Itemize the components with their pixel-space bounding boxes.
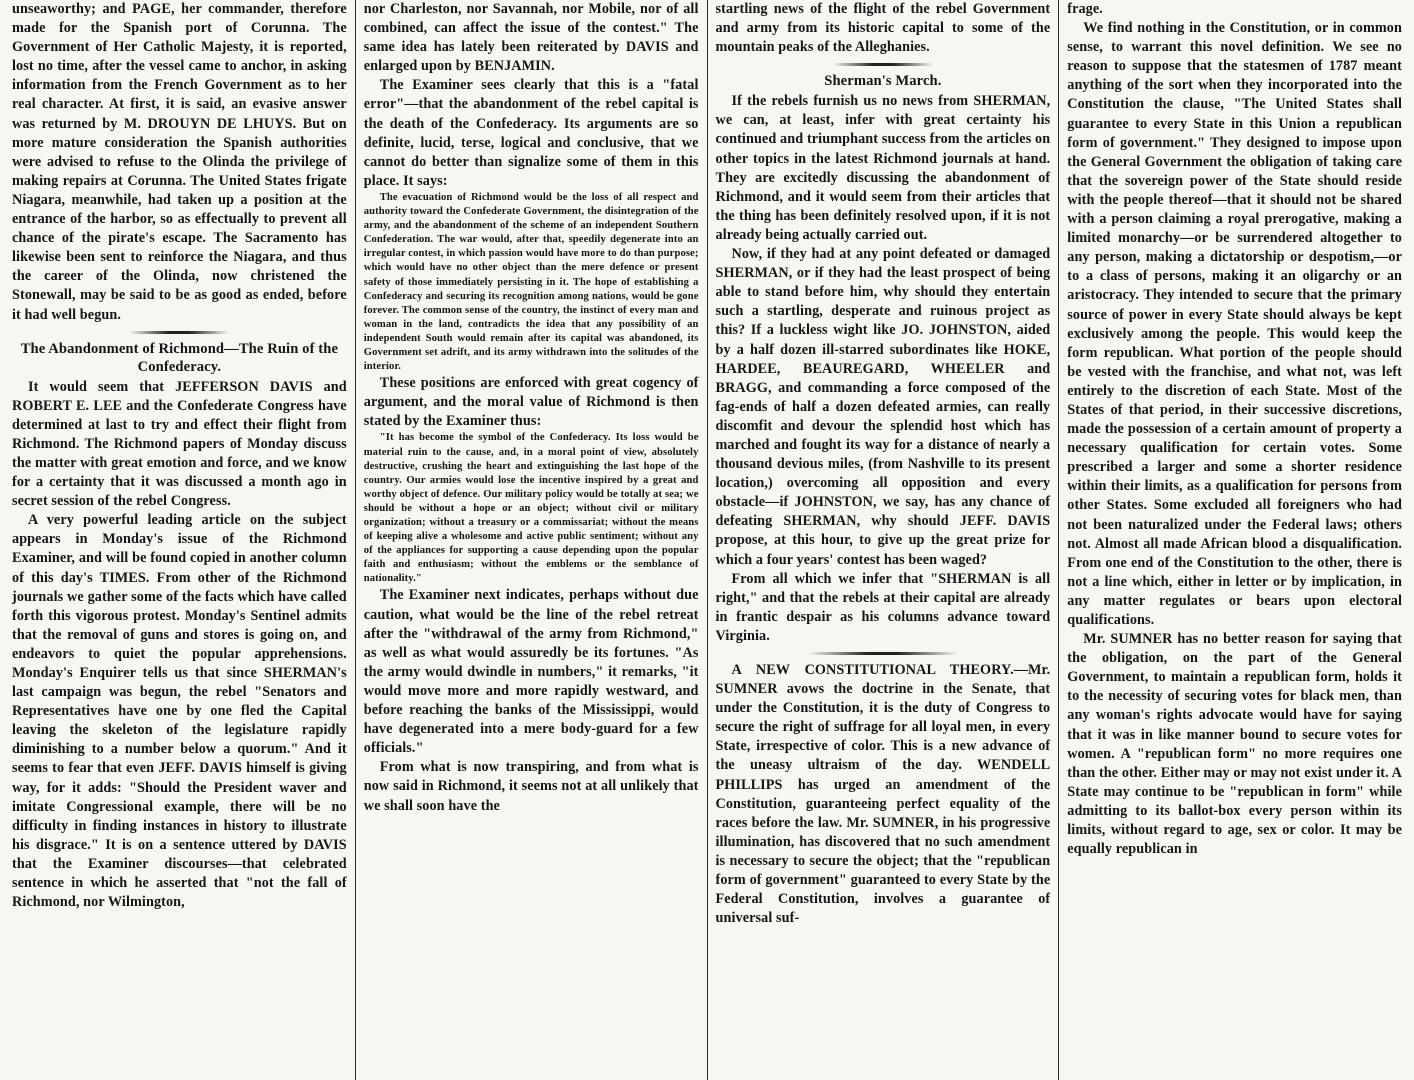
column-4 [1059,0,1410,1080]
section-divider [808,652,958,655]
article-paragraph: A NEW CONSTITUTIONAL THEORY.—Mr. SUMNER avows the doctrine in the Senate, that under the Constitution, it is the duty of Congress to secure the right of suffrage for all loyal men, in every State, irrespective of color. This is a new advance of the uneasy ultraism of the day. WENDELL PHILLIPS has urged an amendment of the Constitution, guaranteeing perfect equality of the races before the law. Mr. SUMNER, in his progressive illumination, has discovered that no such amendment is necessary to secure the object; that the "republican form of government" guaranteed to every State by the Federal Constitution, involves a guarantee of universal suf- [715,662,1051,927]
article-paragraph: These positions are enforced with great cogency of argument, and the moral value of Richmond is then stated by the Examiner thus: [363,375,699,430]
quoted-passage: The evacuation of Richmond would be the loss of all respect and authority toward the Confederate Government, the disintegration of the army, and the abandonment of the scheme of an independent Southern Confederation. The war would, after that, speedily degenerate into an irregular contest, in which passion would have more to do than purpose; which would have no other object than the mere defence or present safety of those immediately persisting in it. The hope of establishing a Confederacy and securing its recognition among nations, would be gone forever. The common sense of the country, the instinct of every man and woman in the land, contradicts the idea that any possibility of an independent South would remain after its capital was abandoned, its Government set adrift, and its army withdrawn into the solitudes of the interior. [363,191,699,373]
article-paragraph: The Examiner sees clearly that this is a "fatal error"—that the abandonment of the rebel capital is the death of the Confederacy. Its arguments are so definite, lucid, terse, logical and conclusive, that we cannot do better than signalize some of them in this place. It says: [363,77,699,189]
quoted-passage: "It has become the symbol of the Confederacy. Its loss would be material ruin to the cause, and, in a moral point of view, absolutely destructive, crushing the heart and extinguishing the last hope of the country. Our armies would lose the incentive inspired by a great and worthy object of defence. Our military policy would be totally at sea; we should be without a hope or an object; without civil or military organization; without a treasury or a commissariat; without the means of keeping alive a wholesome and active public sentiment; without any of the appliances for supporting a cause depending upon the popular faith and enthusiasm; without the emblems or the semblance of nationality." [363,432,699,585]
section-divider [833,63,933,66]
article-paragraph: Mr. SUMNER has no better reason for saying that the obligation, on the part of the General Government, to maintain a republican form, holds it to the necessity of securing votes for black men, than any woman's rights advocate would have for saying that it was in like manner bound to secure votes for women. A "republican form" no more requires one than the other. Either may or may not exist under it. A State may continue to be "republican in form" while admitting to its ballot-box every person within its limits, without regard to age, sex or color. It may be equally republican in [1067,631,1402,858]
article-headline: Sherman's March. [824,73,942,90]
column-2 [356,0,707,1080]
article-paragraph: If the rebels furnish us no news from SHERMAN, we can, at least, infer with great certainty his continued and triumphant success from the articles on other topics in the latest Richmond journals at hand. They are excitedly discussing the abandonment of Richmond, and it would seem from their articles that the thing has been definitely resolved upon, if it is not already being actually carried out. [715,93,1051,243]
article-paragraph: It would seem that JEFFERSON DAVIS and ROBERT E. LEE and the Confederate Congress have determined at last to try and effect their flight from Richmond. The Richmond papers of Monday discuss the matter with great emotion and force, and we know for a certainty that it was discussed a month ago in secret session of the rebel Congress. [12,378,347,510]
article-paragraph: We find nothing in the Constitution, or in common sense, to warrant this novel definition. We see no reason to suppose that the statesmen of 1787 meant anything of the sort when they incorporated into the Constitution the clause, "The United States shall guarantee to every State in this Union a republican form of government." They designed to impose upon the General Government the obligation of taking care that the sovereign power of the State should reside with the people thereof—that it should not be shared with a person claiming a royal prerogative, making a limited monarchy—or be surrendered altogether to any person, making a dictatorship or despotism,—or to a class of persons, making it an oligarchy or an aristocracy. They intended to secure that the primary source of power in every State should always be kept exclusively among the people. This would keep the form republican. What portion of the people should be vested with the franchise, and what not, was left entirely to the discretion of each State. Most of the States of that period, in their successive discretions, made the possession of a certain amount of property a necessary qualification for certain votes. Some prescribed a larger and some a shorter residence within their limits, as a qualification for persons from other States. Some excluded all foreigners who had not been naturalized under the Federal laws; others not. Almost all made African blood a disqualification. From one end of the Constitution to the other, there is not a line which, either in letter or by implication, in any matter regulates or bears upon electoral qualifications. [1067,20,1402,628]
article-paragraph: A very powerful leading article on the subject appears in Monday's issue of the Richmond Examiner, and will be found copied in another column of this day's TIMES. From other of the Richmond journals we gather some of the facts which have called forth this vigorous protest. Monday's Sentinel admits that the removal of guns and stores is going on, and endeavors to quiet the popular apprehensions. Monday's Enquirer tells us that since SHERMAN's last campaign was begun, the rebel "Senators and Representatives have one by one fled the Capital leaving the skeleton of the legislature rapidly diminishing to a number below a quorum." And it seems to fear that even JEFF. DAVIS himself is giving way, for it adds: "Should the President waver and imitate Congressional example, there will be no difficulty in finding instances in history to illustrate his disgrace." It is on a sentence uttered by DAVIS that the Examiner discourses—that celebrated sentence in which he asserted that "not the fall of Richmond, nor Wilmington, [12,512,347,911]
article-headline: The Abandonment of Richmond—The Ruin of the Confederacy. [20,340,339,375]
column-3 [708,0,1059,1080]
article-paragraph: nor Charleston, nor Savannah, nor Mobile, nor of all combined, can affect the issue of the contest." The same idea has lately been reiterated by DAVIS and enlarged upon by BENJAMIN. [363,1,699,75]
article-paragraph: startling news of the flight of the rebel Government and army from its historic capital to some of the mountain peaks of the Alleghanies. [715,1,1051,56]
article-paragraph: The Examiner next indicates, perhaps without due caution, what would be the line of the rebel retreat after the "withdrawal of the army from Richmond," as well as what would assuredly be its fortunes. "As the army would dwindle in numbers," it remarks, "it would move more and more rapidly westward, and before reaching the banks of the Mississippi, would have degenerated into a mere body-guard for a few officials." [363,587,699,757]
column-1 [4,0,355,1080]
article-paragraph: unseaworthy; and PAGE, her commander, therefore made for the Spanish port of Corunna. The Government of Her Catholic Majesty, it is reported, lost no time, after the vessel came to anchor, in asking information from the French Government as to her real character. At first, it is said, an evasive answer was returned by M. DROUYN DE LHUYS. But on more mature consideration the Spanish authorities were advised to refuse to the Olinda the privilege of making repairs at Corunna. The United States frigate Niagara, meanwhile, had taken up a position at the entrance of the harbor, so as effectually to prevent all chance of the pirate's escape. The Sacramento has likewise been sent to reinforce the Niagara, and thus the career of the Olinda, now christened the Stonewall, may be said to be as good as ended, before it had well begun. [12,1,347,323]
article-paragraph: Now, if they had at any point defeated or damaged SHERMAN, or if they had the least prospect of being able to stand before him, why should they entertain such a startling, desperate and ruinous project as this? If a luckless wight like JO. JOHNSTON, aided by a half dozen ill-starred subordinates like HOKE, HARDEE, BEAUREGARD, WHEELER and BRAGG, and commanding a force composed of the fag-ends of half a dozen defeated armies, can really discomfit and devour the splendid host which has marched and fought its way for a distance of nearly a thousand devious miles, (from Nashville to its present location,) overcoming all opposition and every obstacle—if JOHNSTON, we say, has any chance of defeating SHERMAN, why should JEFF. DAVIS propose, at this hour, to give up the great prize for which a four years' contest has been waged? [715,246,1051,568]
section-divider [129,331,229,334]
article-paragraph: From all which we infer that "SHERMAN is all right," and that the rebels at their capital are already in frantic despair as his columns advance toward Virginia. [715,570,1051,644]
article-paragraph: From what is now transpiring, and from what is now said in Richmond, it seems not at all unlikely that we shall soon have the [363,759,699,814]
article-paragraph: frage. [1067,1,1103,17]
